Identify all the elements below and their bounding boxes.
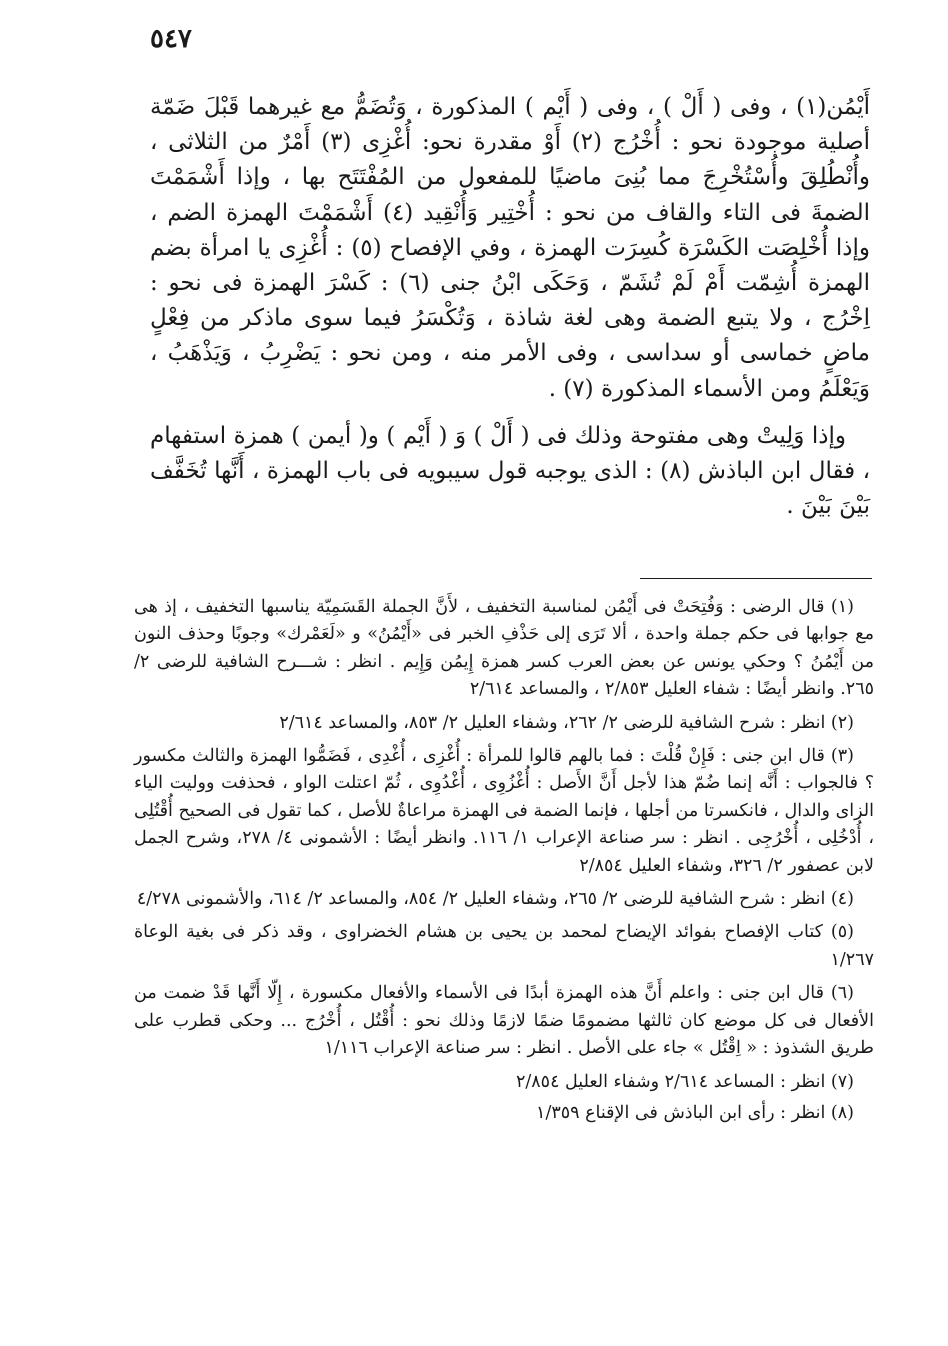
- footnote-2: (٢) انظر : شرح الشافية للرضى ٢/ ٢٦٢، وشفاء العليل ٢/ ٨٥٣، والمساعد ٢/٦١٤: [279, 712, 854, 733]
- footnote-8: (٨) انظر : رأى ابن الباذش فى الإقناع ١/٣٥٩: [536, 1102, 854, 1123]
- main-paragraph-1: أَيْمُن(١) ، وفى ( أَلْ ) ، وفى ( أَيْم ) المذكورة ، وَتُضَمُّ مع غيرهما قَبْلَ ضَمّة أصلية موجودة نحو : أُخْرُج (٢) أَوْ مقدرة نحو: أُغْزِى (٣) أَمْرٌ من الثلاثى ، وأُنْطُلِقَ وأُسْتُخْرِجَ مما بُنِىَ ماضيًا للمفعول من المُفْتَتَح بها ، وإذا أَشْمَمْتَ الضمةَ فى التاء والقاف من نحو : أُخْتِير وَأُنْقِيد (٤) أَشْمَمْتَ الهمزة الضم ، وإذا أُخْلِصَت الكَسْرَة كُسِرَت الهمزة ، وفي الإفصاح (٥) : أُغْزِى يا امرأة بضم الهمزة أُشِمّت أَمْ لَمْ تُشَمّ ، وَحَكَى ابْنُ جنى (٦) : كَسْرَ الهمزة فى نحو : اِخْرُج ، ولا يتبع الضمة وهى لغة شاذة ، وَتُكْسَرُ فيما سوى ماذكر من فِعْلٍ ماضٍ خماسى أو سداسى ، وفى الأمر منه ، ومن نحو : يَضْرِبُ ، وَيَذْهَبُ ، وَيَعْلَمُ ومن الأسماء المذكورة (٧) .: [150, 94, 871, 402]
- main-paragraph-2: وإذا وَلِيتْ وهى مفتوحة وذلك فى ( أَلْ ) وَ ( أَيْم ) و( أيمن ) همزة استفهام ، فقال ابن الباذش (٨) : الذى يوجبه قول سيبويه فى باب الهمزة ، أَنَّها تُخَفَّف بَيْنَ بَيْنَ .: [150, 422, 870, 520]
- page-number: ٥٤٧: [150, 24, 192, 54]
- footnote-5: (٥) كتاب الإفصاح بفوائد الإيضاح لمحمد بن يحيى بن هشام الخضراوى ، وقد ذكر فى بغية الوعاة ١/٢٦٧: [134, 922, 874, 970]
- main-text: [150, 90, 870, 524]
- footnote-3: (٣) قال ابن جنى : فَإِنْ قُلْتَ : فما بالهم قالوا للمرأة : أُغْزِى ، أُغْدِى ، فَضَمُّوا الهمزة والثالث مكسور ؟ فالجواب : أَنَّه إنما ضُمّ هذا لأجل أَنَّ الأَصل : أُغْزُوِى ، أُغْدُوِى ، ثُمّ اعتلت الواو ، فحذفت ووليت الياء الزاى والدال ، فانكسرتا من أجلها ، فإنما الضمة فى الهمزة مراعاةٌ للأصل ، كما تقول فى الصحيح أُقْتُلِى ، أُدْخُلِى ، أُخْرُجِى . انظر : سر صناعة الإعراب ١/ ١١٦. وانظر أيضًا : الأشمونى ٤/ ٢٧٨، وشرح الجمل لابن عصفور ٢/ ٣٢٦، وشفاء العليل ٢/٨٥٤: [134, 746, 874, 876]
- footnote-1: (١) قال الرضى : وَفُتِحَتْ فى أَيْمُن لمناسبة التخفيف ، لأَنَّ الجملة القَسَمِيّة يناسبها التخفيف ، إذ هى مع جوابها فى حكم جملة واحدة ، ألا تَرَى إلى حَذْفِ الخبر فى «أَيْمُنُ» و «لَعَمْرك» وجوبًا وحذف النون من أَيْمُنُ ؟ وحكي يونس عن بعض العرب كسر همزة إِيمُن وَإِيم . انظر : شـــرح الشافية للرضى ٢/ ٢٦٥. وانظر أيضًا : شفاء العليل ٢/٨٥٣ ، والمساعد ٢/٦١٤: [134, 597, 874, 700]
- footnote-6: (٦) قال ابن جنى : واعلم أَنَّ هذه الهمزة أبدًا فى الأسماء والأفعال مكسورة ، إِلّا أَنَّها قَدْ ضمت من الأفعال فى كل موضع كان ثالثها مضمومًا ضمًا لازمًا وذلك نحو : أُقْتُل ، أُخْرُج ... وحكى قطرب على طريق الشذوذ : « اِقْتُل » جاء على الأصل . انظر : سر صناعة الإعراب ١/١١٦: [134, 983, 874, 1059]
- footnote-4: (٤) انظر : شرح الشافية للرضى ٢/ ٢٦٥، وشفاء العليل ٢/ ٨٥٤، والمساعد ٢/ ٦١٤، والأشمونى ٤/٢٧٨: [136, 889, 854, 910]
- footnote-7: (٧) انظر : المساعد ٢/٦١٤ وشفاء العليل ٢/٨٥٤: [515, 1071, 854, 1092]
- footnote-separator: [640, 578, 872, 579]
- footnotes: [134, 594, 874, 1131]
